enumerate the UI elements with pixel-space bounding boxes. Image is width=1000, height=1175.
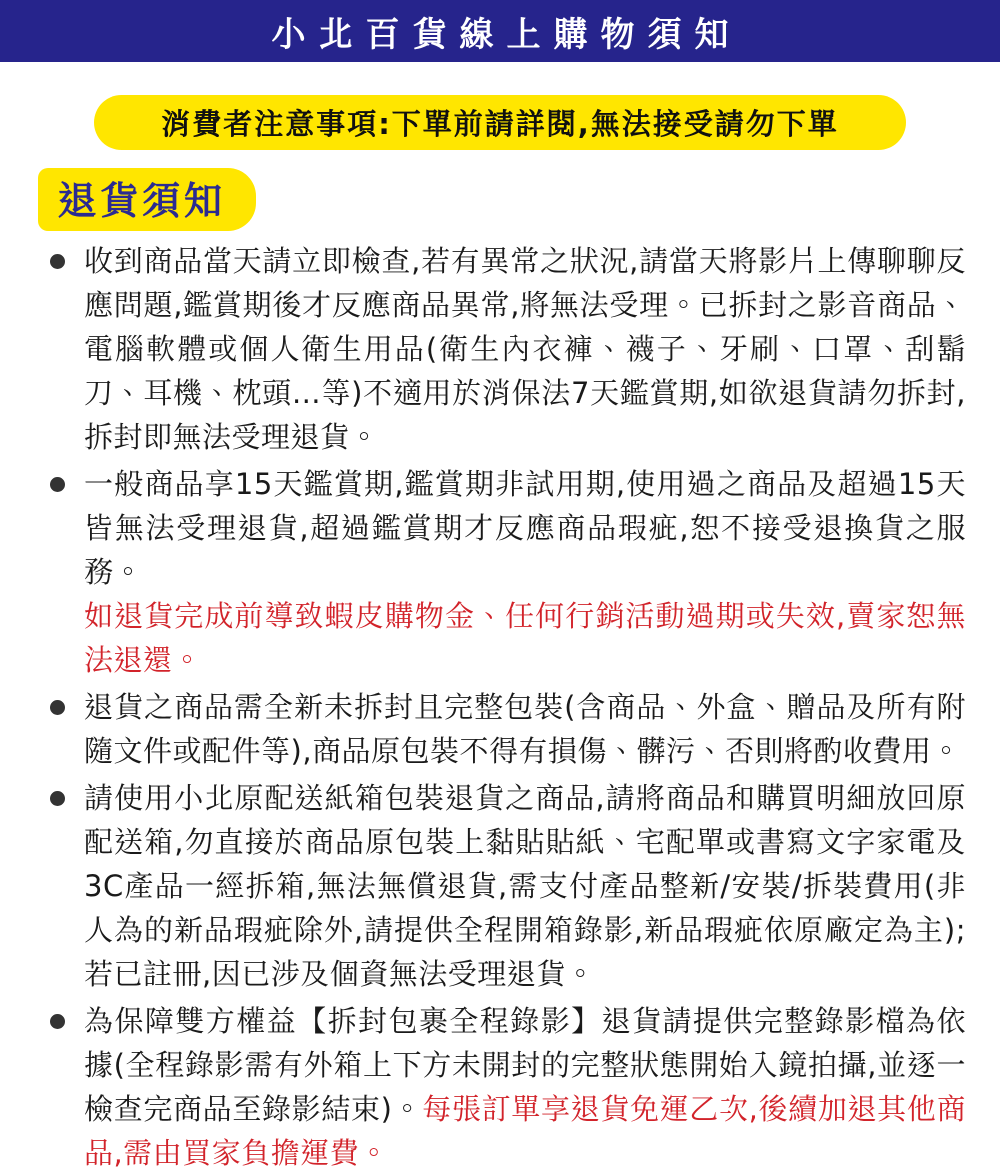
rules-list <box>0 239 1000 1175</box>
header-banner <box>0 0 1000 62</box>
consumer-notice-pill <box>94 95 906 150</box>
rule-item <box>50 999 966 1175</box>
body-text: 收到商品當天請立即檢查,若有異常之狀況,請當天將影片上傳聊聊反應問題,鑑賞期後才反應商品異常,將無法受理。已拆封之影音商品、電腦軟體或個人衛生用品(衛生內衣褲、襪子、牙刷、口罩、刮鬍刀、耳機、枕頭…等)不適用於消保法7天鑑賞期,如欲退貨請勿拆封,拆封即無法受理退貨。 <box>84 244 966 454</box>
body-text: 為保障雙方權益【拆封包裹全程錄影】退貨請提供完整錄影檔為依據(全程錄影需有外箱上下方未開封的完整狀態開始入鏡拍攝,並逐一檢查完商品至錄影結束)。 <box>84 1004 966 1126</box>
bullet-icon <box>50 477 65 492</box>
section-heading-row <box>38 168 1000 231</box>
alert-text: 如退貨完成前導致蝦皮購物金、任何行銷活動過期或失效,賣家恕無法退還。 <box>84 599 966 677</box>
rule-item <box>50 239 966 459</box>
bullet-icon <box>50 700 65 715</box>
rule-text <box>84 776 966 996</box>
body-text: 請使用小北原配送紙箱包裝退貨之商品,請將商品和購買明細放回原配送箱,勿直接於商品原包裝上黏貼貼紙、宅配單或書寫文字家電及3C產品一經拆箱,無法無償退貨,需支付產品整新/安裝/拆裝費用(非人為的新品瑕疵除外,請提供全程開箱錄影,新品瑕疵依原廠定為主);若已註冊,因已涉及個資無法受理退貨。 <box>84 781 966 991</box>
rule-text <box>84 239 966 459</box>
rule-text <box>84 462 966 682</box>
bullet-icon <box>50 254 65 269</box>
rule-item <box>50 776 966 996</box>
bullet-icon <box>50 1014 65 1029</box>
rule-item <box>50 462 966 682</box>
body-text: 退貨之商品需全新未拆封且完整包裝(含商品、外盒、贈品及所有附隨文件或配件等),商品原包裝不得有損傷、髒污、否則將酌收費用。 <box>84 690 966 768</box>
rule-item <box>50 685 966 773</box>
body-text: 一般商品享15天鑑賞期,鑑賞期非試用期,使用過之商品及超過15天皆無法受理退貨,超過鑑賞期才反應商品瑕疵,恕不接受退換貨之服務。 <box>84 467 966 589</box>
return-policy-heading: 退貨須知 <box>38 168 256 231</box>
rule-text <box>84 685 966 773</box>
rule-text <box>84 999 966 1175</box>
alert-text: 每張訂單享退貨免運乙次,後續加退其他商品,需由買家負擔運費。 <box>84 1092 966 1170</box>
consumer-notice-text: 消費者注意事項:下單前請詳閱,無法接受請勿下單 <box>161 107 839 141</box>
bullet-icon <box>50 791 65 806</box>
page-title: 小北百貨線上購物須知 <box>271 14 742 55</box>
